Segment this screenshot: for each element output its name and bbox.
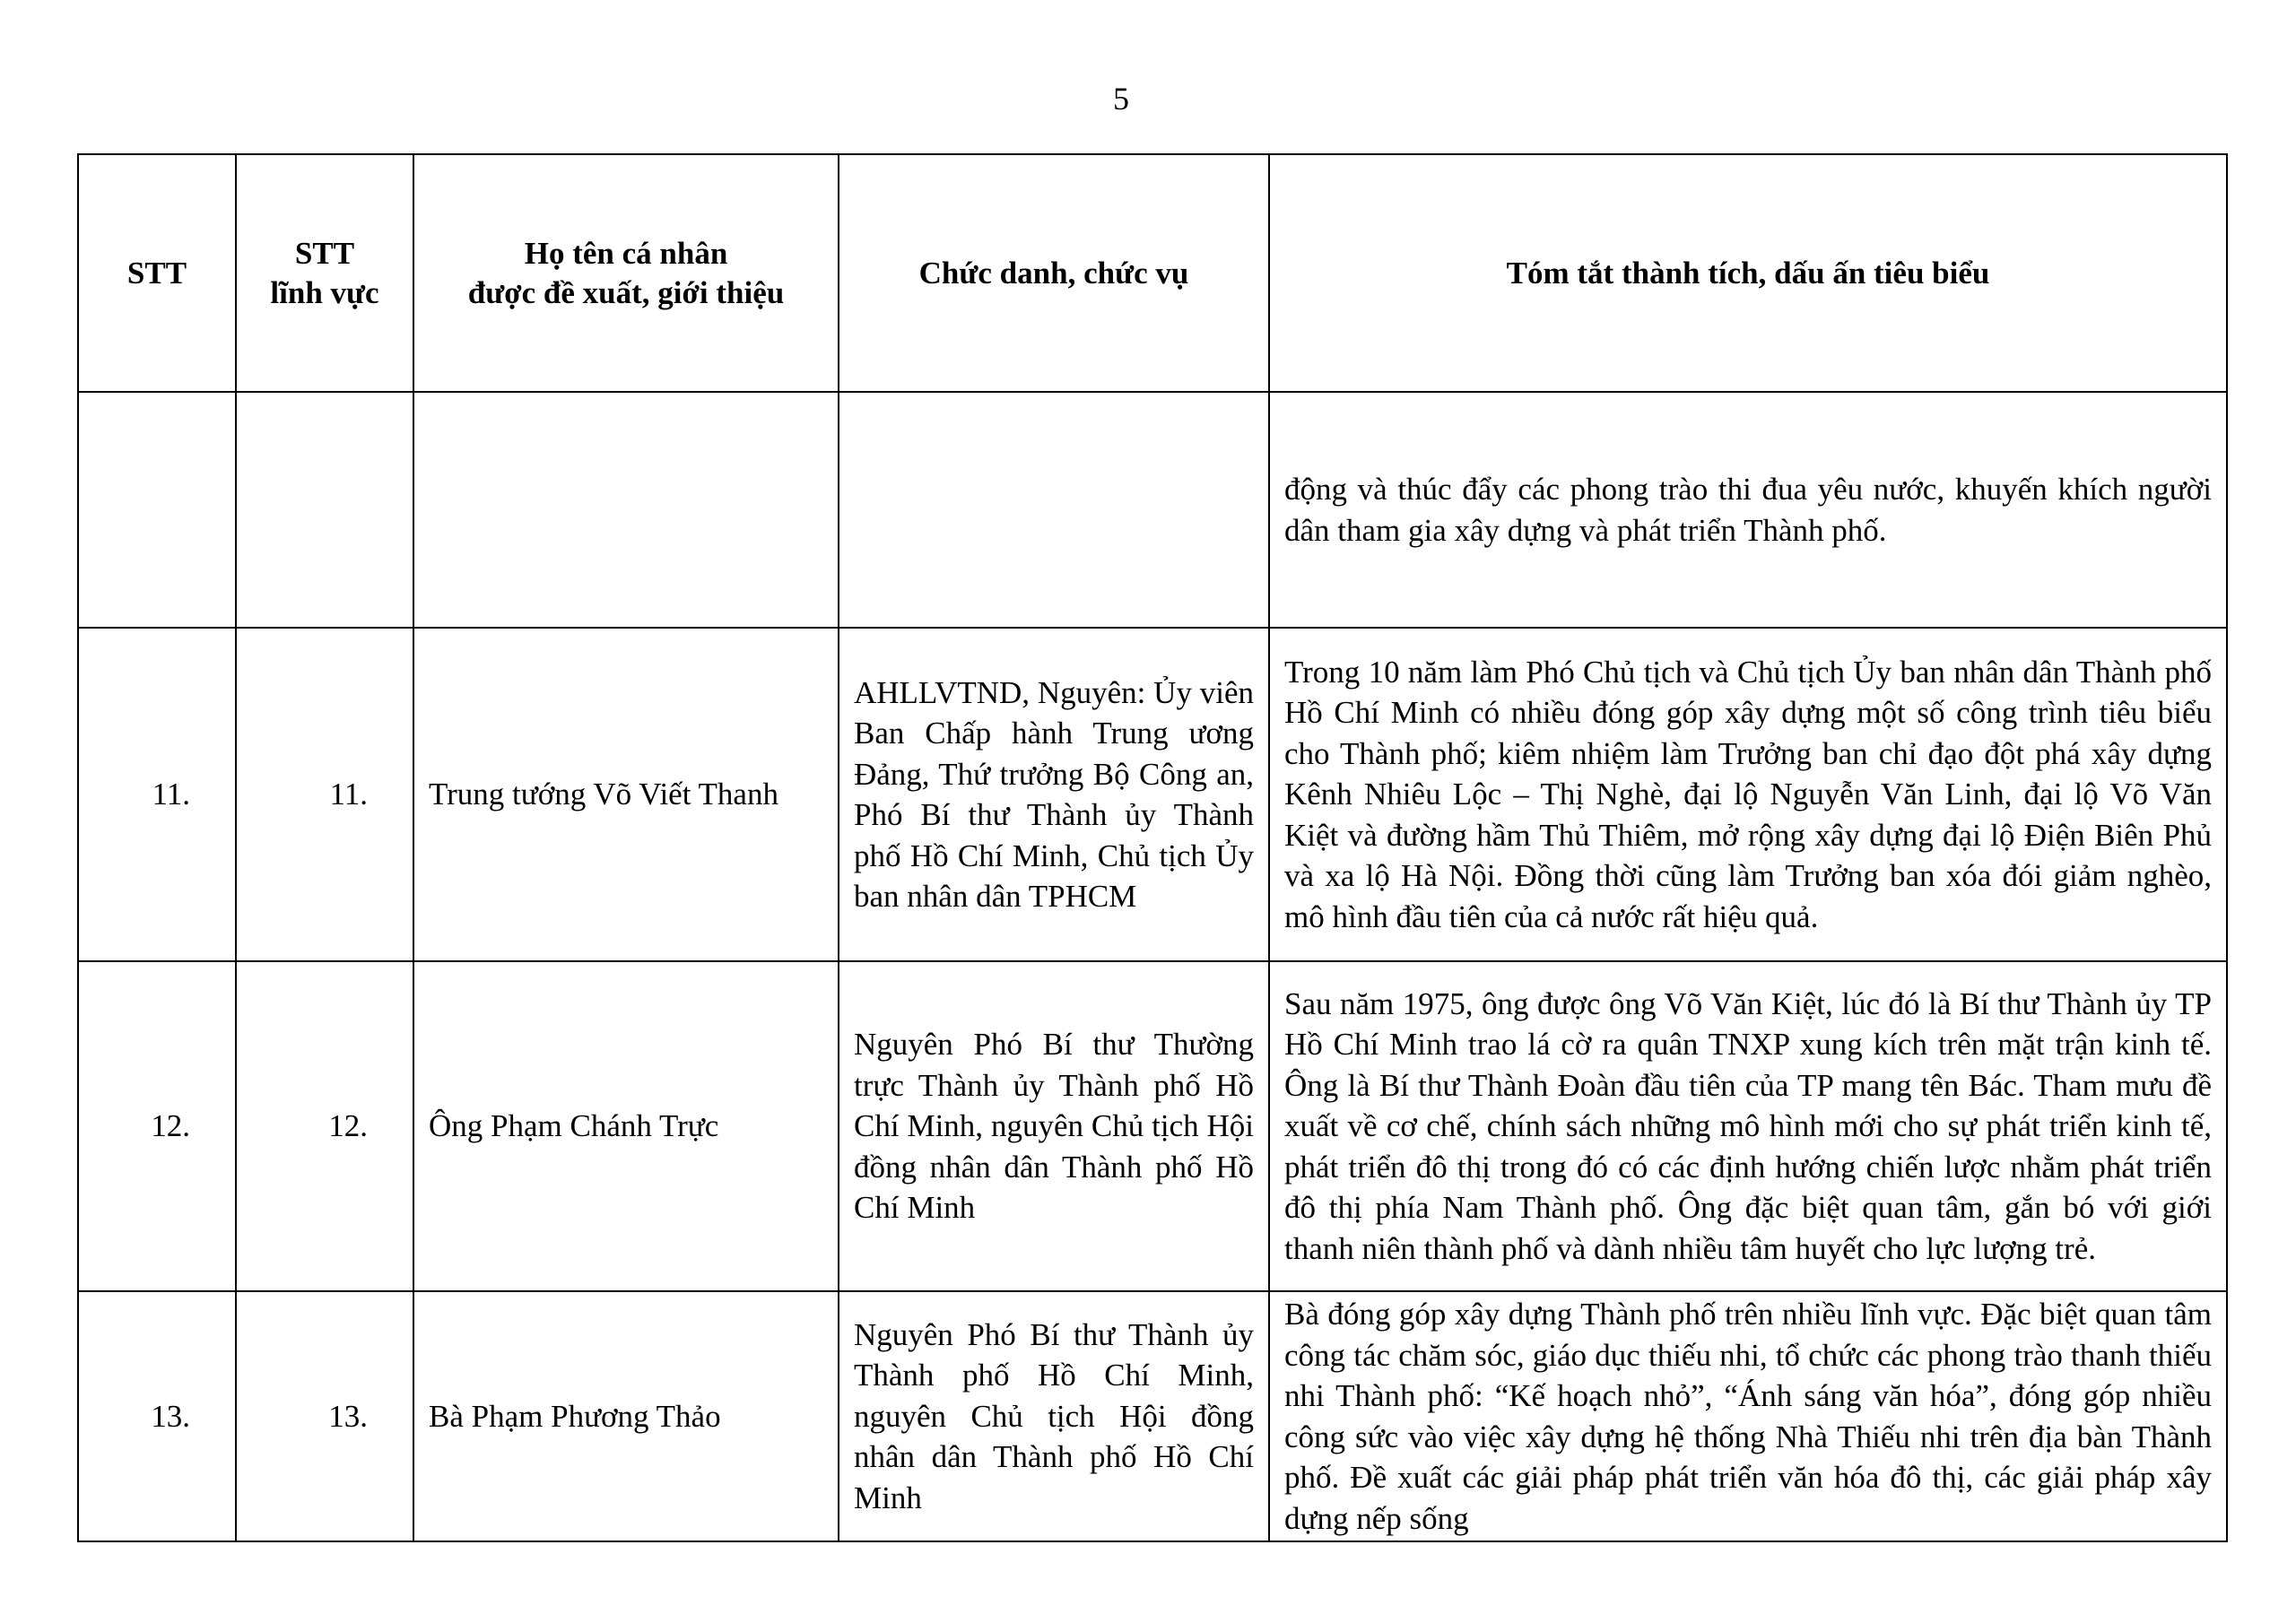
- nominee-table: [77, 153, 2228, 1542]
- cell-stt-field: 13.: [236, 1291, 413, 1541]
- header-stt-field: [236, 154, 413, 392]
- table-row: [78, 961, 2227, 1291]
- cell-name: Bà Phạm Phương Thảo: [413, 1291, 839, 1541]
- header-stt-field-line-2: lĩnh vực: [270, 274, 379, 310]
- table-row: [78, 392, 2227, 628]
- cell-name: [413, 392, 839, 628]
- header-name-line-1: Họ tên cá nhân: [524, 235, 728, 271]
- cell-position: AHLLVTND, Nguyên: Ủy viên Ban Chấp hành Trung ương Đảng, Thứ trưởng Bộ Công an, Phó Bí thư Thành ủy Thành phố Hồ Chí Minh, Chủ tịch Ủy ban nhân dân TPHCM: [839, 628, 1269, 961]
- table-header-row: [78, 154, 2227, 392]
- cell-stt: 11.: [78, 628, 236, 961]
- cell-stt-field: 11.: [236, 628, 413, 961]
- cell-name: Trung tướng Võ Viết Thanh: [413, 628, 839, 961]
- cell-position: Nguyên Phó Bí thư Thành ủy Thành phố Hồ Chí Minh, nguyên Chủ tịch Hội đồng nhân dân Thành phố Hồ Chí Minh: [839, 1291, 1269, 1541]
- cell-summary: Bà đóng góp xây dựng Thành phố trên nhiều lĩnh vực. Đặc biệt quan tâm công tác chăm sóc, giáo dục thiếu nhi, tổ chức các phong trào thanh thiếu nhi Thành phố: “Kế hoạch nhỏ”, “Ánh sáng văn hóa”, đóng góp nhiều công sức vào việc xây dựng hệ thống Nhà Thiếu nhi trên địa bàn Thành phố. Đề xuất các giải pháp phát triển văn hóa đô thị, các giải pháp xây dựng nếp sống: [1269, 1291, 2227, 1541]
- cell-summary: Sau năm 1975, ông được ông Võ Văn Kiệt, lúc đó là Bí thư Thành ủy TP Hồ Chí Minh trao lá cờ ra quân TNXP xung kích trên mặt trận kinh tế. Ông là Bí thư Thành Đoàn đầu tiên của TP mang tên Bác. Tham mưu đề xuất về cơ chế, chính sách những mô hình mới cho sự phát triển kinh tế, phát triển đô thị trong đó có các định hướng chiến lược nhằm phát triển đô thị phía Nam Thành phố. Ông đặc biệt quan tâm, gắn bó với giới thanh niên thành phố và dành nhiều tâm huyết cho lực lượng trẻ.: [1269, 961, 2227, 1291]
- table-row: [78, 1291, 2227, 1541]
- cell-stt-field: [236, 392, 413, 628]
- cell-summary: Trong 10 năm làm Phó Chủ tịch và Chủ tịch Ủy ban nhân dân Thành phố Hồ Chí Minh có nhiều đóng góp xây dựng một số công trình tiêu biểu cho Thành phố; kiêm nhiệm làm Trưởng ban chỉ đạo đột phá xây dựng Kênh Nhiêu Lộc – Thị Nghè, đại lộ Nguyễn Văn Linh, đại lộ Võ Văn Kiệt và đường hầm Thủ Thiêm, mở rộng xây dựng đại lộ Điện Biên Phủ và xa lộ Hà Nội. Đồng thời cũng làm Trưởng ban xóa đói giảm nghèo, mô hình đầu tiên của cả nước rất hiệu quả.: [1269, 628, 2227, 961]
- cell-stt: 13.: [78, 1291, 236, 1541]
- cell-stt-field: 12.: [236, 961, 413, 1291]
- header-stt: STT: [78, 154, 236, 392]
- cell-stt: 12.: [78, 961, 236, 1291]
- cell-summary: động và thúc đẩy các phong trào thi đua yêu nước, khuyến khích người dân tham gia xây dựng và phát triển Thành phố.: [1269, 392, 2227, 628]
- header-name: [413, 154, 839, 392]
- header-name-line-2: được đề xuất, giới thiệu: [467, 274, 785, 310]
- page-number: 5: [1113, 81, 1129, 117]
- cell-position: [839, 392, 1269, 628]
- table-row: [78, 628, 2227, 961]
- cell-stt: [78, 392, 236, 628]
- header-summary: Tóm tắt thành tích, dấu ấn tiêu biểu: [1269, 154, 2227, 392]
- header-position: Chức danh, chức vụ: [839, 154, 1269, 392]
- cell-name: Ông Phạm Chánh Trực: [413, 961, 839, 1291]
- header-stt-field-line-1: STT: [294, 235, 355, 271]
- cell-position: Nguyên Phó Bí thư Thường trực Thành ủy Thành phố Hồ Chí Minh, nguyên Chủ tịch Hội đồng nhân dân Thành phố Hồ Chí Minh: [839, 961, 1269, 1291]
